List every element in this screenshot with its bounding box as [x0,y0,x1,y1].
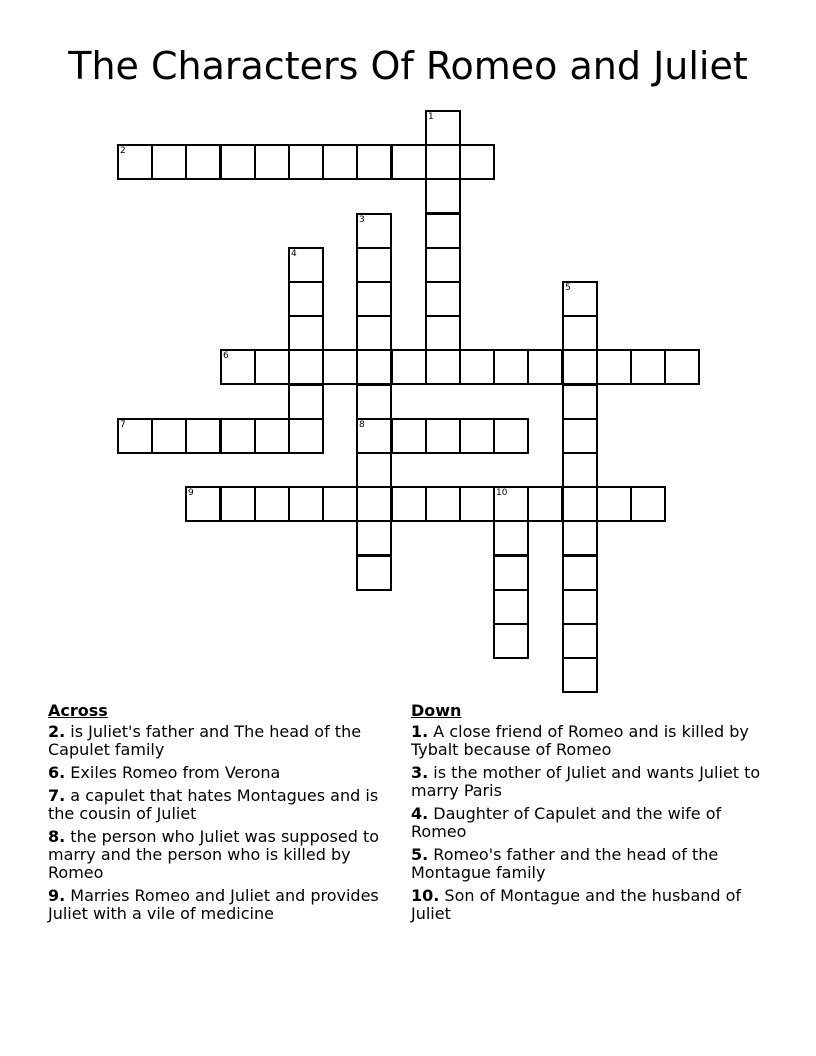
grid-cell[interactable] [356,315,392,351]
grid-cell[interactable] [493,418,529,454]
grid-cell[interactable] [356,384,392,420]
clue-number: 7. [48,786,66,805]
clue-text: Marries Romeo and Juliet and provides Juliet with a vile of medicine [48,886,379,923]
grid-cell[interactable] [356,144,392,180]
grid-cell[interactable] [151,418,187,454]
grid-cell[interactable] [117,418,153,454]
grid-cell[interactable] [493,555,529,591]
grid-cell[interactable] [220,349,256,385]
grid-cell[interactable] [425,247,461,283]
grid-cell[interactable] [356,247,392,283]
down-clue [411,764,771,800]
grid-cell[interactable] [288,144,324,180]
clue-text: a capulet that hates Montagues and is the cousin of Juliet [48,786,379,823]
clue-number-label: 6 [223,351,229,361]
grid-cell[interactable] [254,486,290,522]
grid-cell[interactable] [356,281,392,317]
clue-text: Son of Montague and the husband of Juliet [411,886,742,923]
clue-number-label: 8 [359,420,365,430]
grid-cell[interactable] [391,486,427,522]
grid-cell[interactable] [254,418,290,454]
grid-cell[interactable] [185,418,221,454]
down-clue [411,805,771,841]
across-clues [48,702,408,928]
clue-number: 2. [48,722,66,741]
grid-cell[interactable] [664,349,700,385]
clue-text: Romeo's father and the head of the Montague family [411,845,719,882]
clue-number: 9. [48,886,66,905]
grid-cell[interactable] [562,384,598,420]
grid-cell[interactable] [288,384,324,420]
grid-cell[interactable] [185,486,221,522]
grid-cell[interactable] [151,144,187,180]
grid-cell[interactable] [356,418,392,454]
grid-cell[interactable] [322,349,358,385]
grid-cell[interactable] [562,589,598,625]
grid-cell[interactable] [493,349,529,385]
grid-cell[interactable] [562,349,598,385]
across-clue [48,828,408,882]
grid-cell[interactable] [562,315,598,351]
clue-text: is the mother of Juliet and wants Juliet to marry Paris [411,763,761,800]
clue-text: A close friend of Romeo and is killed by Tybalt because of Romeo [411,722,749,759]
clue-number-label: 4 [291,249,297,259]
grid-cell[interactable] [425,213,461,249]
grid-cell[interactable] [356,452,392,488]
grid-cell[interactable] [562,281,598,317]
clue-number: 4. [411,804,429,823]
grid-cell[interactable] [288,349,324,385]
clue-number: 10. [411,886,440,905]
across-clue [48,787,408,823]
clue-text: Daughter of Capulet and the wife of Romeo [411,804,722,841]
grid-cell[interactable] [596,349,632,385]
grid-cell[interactable] [288,281,324,317]
grid-cell[interactable] [356,486,392,522]
page-title: The Characters Of Romeo and Juliet [68,44,748,88]
grid-cell[interactable] [596,486,632,522]
grid-cell[interactable] [562,623,598,659]
clue-number-label: 3 [359,215,365,225]
grid-cell[interactable] [425,110,461,146]
grid-cell[interactable] [425,418,461,454]
clue-number: 8. [48,827,66,846]
clue-number-label: 9 [188,488,194,498]
grid-cell[interactable] [630,349,666,385]
grid-cell[interactable] [425,315,461,351]
across-heading: Across [48,701,108,720]
grid-cell[interactable] [493,520,529,556]
clue-number-label: 1 [428,112,434,122]
grid-cell[interactable] [356,349,392,385]
grid-cell[interactable] [391,144,427,180]
grid-cell[interactable] [220,144,256,180]
grid-cell[interactable] [220,486,256,522]
grid-cell[interactable] [288,486,324,522]
across-clue [48,764,408,782]
grid-cell[interactable] [630,486,666,522]
clue-text: is Juliet's father and The head of the Capulet family [48,722,362,759]
grid-cell[interactable] [356,555,392,591]
grid-cell[interactable] [425,178,461,214]
grid-cell[interactable] [562,418,598,454]
grid-cell[interactable] [493,589,529,625]
across-clue [48,723,408,759]
clue-number-label: 5 [565,283,571,293]
grid-cell[interactable] [185,144,221,180]
grid-cell[interactable] [562,520,598,556]
grid-cell[interactable] [254,144,290,180]
grid-cell[interactable] [527,349,563,385]
grid-cell[interactable] [425,349,461,385]
clue-number-label: 10 [496,488,508,498]
grid-cell[interactable] [425,486,461,522]
grid-cell[interactable] [288,247,324,283]
clue-number: 3. [411,763,429,782]
down-clue [411,723,771,759]
clue-number: 1. [411,722,429,741]
grid-cell[interactable] [322,486,358,522]
grid-cell[interactable] [425,281,461,317]
grid-cell[interactable] [562,555,598,591]
grid-cell[interactable] [562,657,598,693]
clue-text: Exiles Romeo from Verona [65,763,281,782]
down-clue [411,846,771,882]
clue-text: the person who Juliet was supposed to marry and the person who is killed by Romeo [48,827,380,882]
grid-cell[interactable] [562,486,598,522]
clue-number-label: 7 [120,420,126,430]
down-heading: Down [411,701,462,720]
grid-cell[interactable] [425,144,461,180]
grid-cell[interactable] [527,486,563,522]
grid-cell[interactable] [493,623,529,659]
grid-cell[interactable] [220,418,256,454]
grid-cell[interactable] [288,418,324,454]
grid-cell[interactable] [117,144,153,180]
grid-cell[interactable] [459,486,495,522]
grid-cell[interactable] [562,452,598,488]
grid-cell[interactable] [459,418,495,454]
grid-cell[interactable] [493,486,529,522]
clue-number: 6. [48,763,66,782]
grid-cell[interactable] [391,349,427,385]
grid-cell[interactable] [391,418,427,454]
grid-cell[interactable] [459,349,495,385]
grid-cell[interactable] [459,144,495,180]
clue-number: 5. [411,845,429,864]
down-clue [411,887,771,923]
grid-cell[interactable] [356,213,392,249]
down-clues [411,702,771,928]
grid-cell[interactable] [254,349,290,385]
grid-cell[interactable] [356,520,392,556]
across-clue [48,887,408,923]
grid-cell[interactable] [288,315,324,351]
grid-cell[interactable] [322,144,358,180]
clue-number-label: 2 [120,146,126,156]
